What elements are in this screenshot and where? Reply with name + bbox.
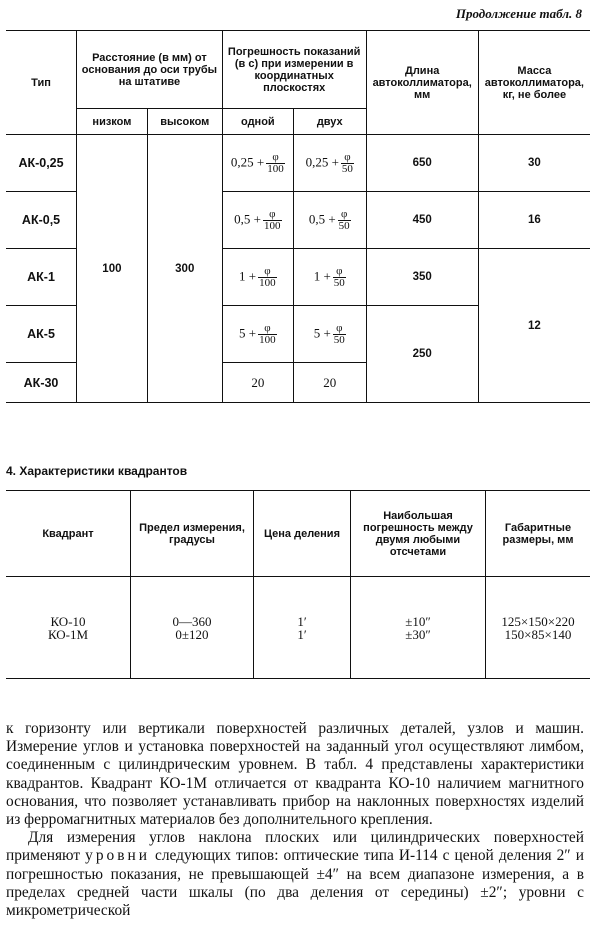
mass-merged-cell: 12 — [478, 249, 590, 403]
formula-prefix: 5 + — [313, 324, 331, 340]
fraction-numerator: φ — [263, 209, 282, 221]
header-distance: Расстояние (в мм) от основания до оси трубы на штативе — [77, 31, 223, 109]
length-merged-cell: 250 — [366, 306, 478, 403]
header-length: Длина автоколлиматора, мм — [366, 31, 478, 135]
type-cell: АК-1 — [6, 249, 77, 306]
type-cell: АК-0,5 — [6, 192, 77, 249]
mass-cell: 16 — [478, 192, 590, 249]
error-two-cell — [293, 306, 366, 363]
max-error-value: ±10″ — [405, 613, 431, 629]
quadrant-name: КО-1М — [47, 626, 89, 642]
type-cell: АК-5 — [6, 306, 77, 363]
section-title: 4. Характеристики квадрантов — [6, 464, 188, 478]
fraction-numerator: φ — [333, 266, 346, 278]
dims-cell — [486, 577, 590, 679]
header-high: высоком — [147, 109, 222, 135]
header-one: одной — [222, 109, 293, 135]
fraction-numerator: φ — [266, 152, 285, 164]
fraction-numerator: φ — [258, 323, 277, 335]
fraction — [266, 152, 285, 175]
formula-prefix: 0,5 + — [234, 210, 262, 226]
header-error: Погрешность показаний (в с) при измерении в координатных плоскостях — [222, 31, 366, 109]
table-row — [6, 577, 590, 679]
high-value: 300 — [147, 135, 222, 403]
max-error-cell — [351, 577, 486, 679]
limit-cell — [131, 577, 254, 679]
fraction-numerator: φ — [258, 266, 277, 278]
division-value: 1′ — [297, 613, 307, 629]
fraction-numerator: φ — [341, 152, 354, 164]
fraction — [263, 209, 282, 232]
header-limit: Предел измерения, градусы — [131, 491, 254, 577]
dims-value: 150×85×140 — [504, 626, 572, 642]
header-dims: Габаритные размеры, мм — [486, 491, 590, 577]
paragraph — [6, 829, 584, 920]
header-quadrant: Квадрант — [6, 491, 131, 577]
formula-prefix: 1 + — [239, 267, 257, 283]
header-low: низком — [77, 109, 148, 135]
mass-cell: 30 — [478, 135, 590, 192]
limit-value: 0±120 — [175, 626, 209, 642]
error-one-cell: 20 — [222, 363, 293, 403]
type-cell: АК-0,25 — [6, 135, 77, 192]
formula-prefix: 5 + — [239, 324, 257, 340]
length-cell: 650 — [366, 135, 478, 192]
fraction — [258, 266, 277, 289]
fraction — [258, 323, 277, 346]
header-two: двух — [293, 109, 366, 135]
fraction-denominator: 50 — [338, 219, 350, 232]
error-two-cell: 20 — [293, 363, 366, 403]
error-one-cell — [222, 135, 293, 192]
quadrant-cell — [6, 577, 131, 679]
emphasized-word: уровни — [85, 847, 150, 865]
error-one-cell — [222, 306, 293, 363]
paragraph-text: следующих типов: оптические типа И-114 с ценой деления 2″ и погрешностью показания, не превышающей ±4″ на всем диапазоне измерения, а в пределах средней части шкалы (по два деления от середины) ±2″; уровни с микрометрической — [6, 847, 585, 920]
division-value: 1′ — [297, 626, 307, 642]
autocollimator-table — [6, 30, 590, 403]
paragraph: к горизонту или вертикали поверхностей различных деталей, узлов и машин. Измерение углов и установка поверхностей на заданный угол осуществляют лимбом, соединенным с цилиндрическим уровнем. В табл. 4 представлены характеристики квадрантов. Квадрант КО-1М отличается от квадранта КО-10 наличием магнитного основания, что позволяет устанавливать прибор на наклонных поверхностях изделий из ферромагнитных материалов без дополнительного крепления. — [6, 720, 584, 829]
division-cell — [254, 577, 351, 679]
length-cell: 450 — [366, 192, 478, 249]
fraction — [338, 209, 351, 232]
fraction-denominator: 100 — [267, 162, 284, 175]
fraction-numerator: φ — [338, 209, 351, 221]
error-one-cell — [222, 192, 293, 249]
continuation-label: Продолжение табл. 8 — [455, 6, 582, 21]
error-one-cell — [222, 249, 293, 306]
table-row — [6, 135, 590, 192]
formula-prefix: 0,5 + — [308, 210, 336, 226]
fraction-denominator: 50 — [333, 333, 345, 346]
fraction-denominator: 100 — [259, 333, 276, 346]
header-max-error: Наибольшая погрешность между двумя любыми отсчетами — [351, 491, 486, 577]
error-two-cell — [293, 249, 366, 306]
fraction-denominator: 100 — [264, 219, 281, 232]
body-text — [6, 720, 584, 920]
low-value: 100 — [77, 135, 148, 403]
fraction-denominator: 100 — [259, 276, 276, 289]
type-cell: АК-30 — [6, 363, 77, 403]
fraction-denominator: 50 — [333, 276, 345, 289]
error-two-cell — [293, 135, 366, 192]
fraction-numerator: φ — [333, 323, 346, 335]
length-cell: 350 — [366, 249, 478, 306]
formula-prefix: 0,25 + — [305, 153, 339, 169]
fraction — [333, 323, 346, 346]
fraction — [333, 266, 346, 289]
max-error-value: ±30″ — [405, 626, 431, 642]
dims-value: 125×150×220 — [501, 613, 575, 629]
fraction — [341, 152, 354, 175]
error-two-cell — [293, 192, 366, 249]
fraction-denominator: 50 — [341, 162, 353, 175]
header-mass: Масса автоколлиматора, кг, не более — [478, 31, 590, 135]
header-type: Тип — [6, 31, 77, 135]
paragraph-text: Для измерения углов наклона плоских или цилиндрических поверхностей применяют — [6, 829, 584, 865]
formula-prefix: 0,25 + — [230, 153, 265, 169]
header-division: Цена деления — [254, 491, 351, 577]
limit-value: 0—360 — [172, 613, 212, 629]
formula-prefix: 1 + — [313, 267, 331, 283]
quadrant-table — [6, 490, 590, 679]
quadrant-name: КО-10 — [50, 613, 86, 629]
